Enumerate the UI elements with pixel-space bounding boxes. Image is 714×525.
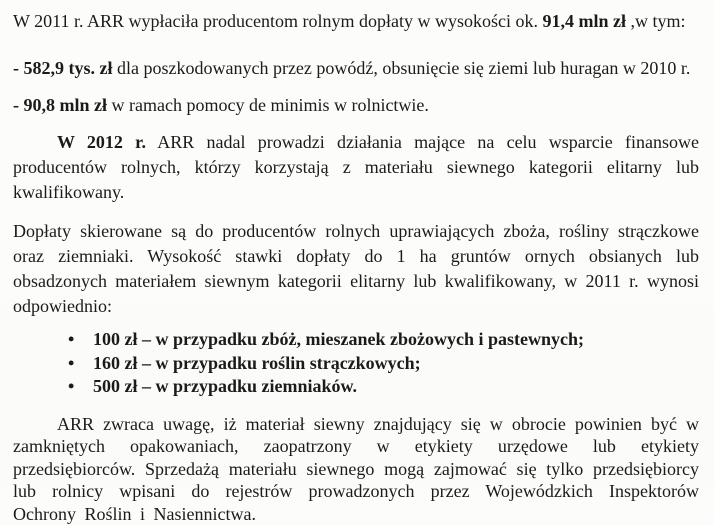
year-2012-text: ARR nadal prowadzi działania mające na celu wsparcie finansowe producentów rolnych, którzy korzystają z materiału siewnego kategorii elitarny lub kwalifikowany.	[13, 132, 699, 202]
list-item-legumes	[93, 352, 699, 376]
bullet-icon: •	[68, 328, 93, 352]
minimis-amount: - 90,8 mln zł	[13, 95, 107, 115]
bullet-icon: •	[68, 375, 93, 399]
flood-amount: - 582,9 tys. zł	[13, 58, 112, 78]
paragraph-rates-intro	[13, 219, 699, 319]
paragraph-de-minimis	[13, 93, 699, 117]
rate-legumes: 160 zł – w przypadku roślin strączkowych;	[93, 353, 421, 373]
rate-cereals: 100 zł – w przypadku zbóż, mieszanek zbożowych i pastewnych;	[93, 329, 584, 349]
paragraph-flood-aid	[13, 56, 699, 80]
rates-intro-text: Dopłaty skierowane są do producentów rolnych uprawiających zboża, rośliny strączkowe oraz ziemniaki. Wysokość stawki dopłaty do 1 ha gruntów ornych obsianych lub obsadzonych materiałem siewnym kategorii elitarny lub kwalifikowany, w 2011 r. wynosi odpowiednio:	[13, 221, 699, 316]
list-item-cereals	[93, 328, 699, 352]
intro-amount: 91,4 mln zł	[542, 11, 626, 31]
intro-text: W 2011 r. ARR wypłaciła producentom rolnym dopłaty w wysokości ok.	[13, 11, 542, 31]
list-item-potatoes	[93, 375, 699, 399]
paragraph-intro-2011	[13, 9, 699, 33]
paragraph-packaging-notice	[13, 413, 699, 525]
minimis-text: w ramach pomocy de minimis w rolnictwie.	[107, 95, 429, 115]
paragraph-2012-activities	[13, 130, 699, 205]
rate-potatoes: 500 zł – w przypadku ziemniaków.	[93, 376, 357, 396]
flood-text: dla poszkodowanych przez powódź, obsunięcie się ziemi lub huragan w 2010 r.	[112, 58, 690, 78]
intro-tail: ,w tym:	[626, 11, 686, 31]
notice-text: ARR zwraca uwagę, iż materiał siewny znajdujący się w obrocie powinien być w zamkniętych opakowaniach, zaopatrzony w etykiety urzędowe lub etykiety przedsiębiorców. Sprzedażą materiału siewnego mogą zajmować się tylko przedsiębiorcy lub rolnicy wpisani do rejestrów prowadzonych przez Wojewódzkich Inspektorów Ochrony Roślin i Nasiennictwa.	[13, 414, 699, 524]
year-2012-label: W 2012 r.	[57, 132, 146, 152]
bullet-icon: •	[68, 352, 93, 376]
rate-bullet-list	[13, 328, 699, 399]
